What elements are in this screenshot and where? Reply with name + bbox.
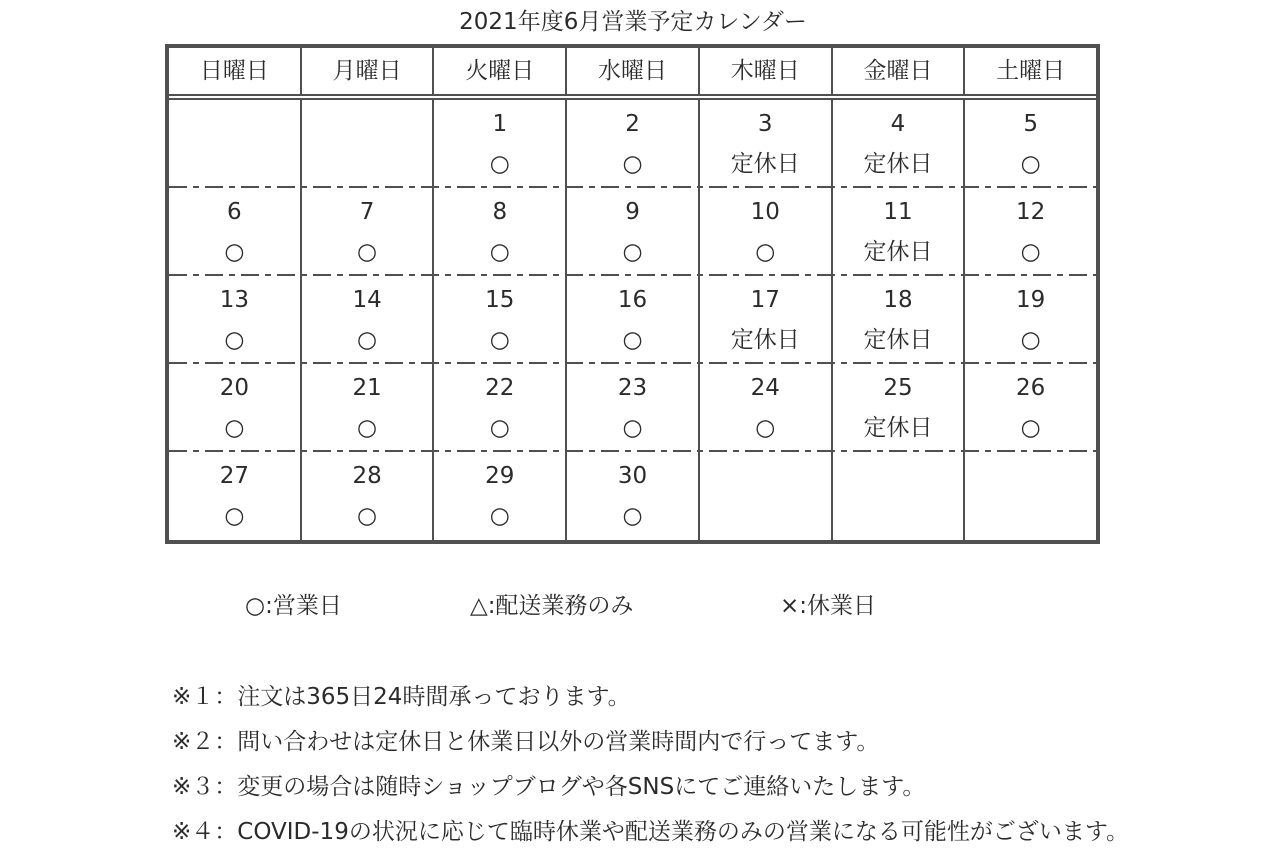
day-status: ○	[357, 503, 378, 529]
day-cell	[302, 188, 435, 276]
day-cell	[434, 188, 567, 276]
day-number: 12	[1016, 199, 1046, 225]
day-cell	[302, 364, 435, 452]
day-cell	[700, 276, 833, 364]
day-number: 15	[485, 287, 515, 313]
weekday-friday: 金曜日	[833, 48, 966, 94]
day-number: 1	[492, 111, 508, 137]
day-status: ○	[755, 415, 776, 441]
weekday-saturday: 土曜日	[996, 58, 1066, 84]
day-status: ○	[622, 151, 643, 177]
day-cell	[833, 452, 966, 540]
day-number: 5	[1023, 111, 1038, 137]
day-number: 4	[890, 111, 906, 137]
day-status: ○	[489, 415, 510, 441]
day-status: 定休日	[863, 415, 933, 441]
day-status: 定休日	[863, 151, 933, 177]
day-number: 25	[883, 375, 913, 401]
day-status: 定休日	[730, 327, 800, 353]
day-cell	[833, 188, 966, 276]
day-status: ○	[622, 503, 643, 529]
day-cell	[965, 100, 1096, 188]
day-status: ○	[489, 327, 510, 353]
day-cell	[434, 100, 567, 188]
legend-closed: ×:休業日	[780, 593, 877, 619]
day-cell	[567, 364, 700, 452]
day-number: 19	[1016, 287, 1046, 313]
day-status: ○	[357, 239, 378, 265]
weekday-tuesday: 火曜日	[434, 48, 567, 94]
day-cell	[965, 364, 1096, 452]
day-status: ○	[622, 239, 643, 265]
day-cell	[169, 276, 302, 364]
day-cell	[965, 276, 1096, 364]
day-number: 3	[757, 111, 773, 137]
day-cell	[434, 364, 567, 452]
day-status: ○	[357, 327, 378, 353]
day-cell	[169, 364, 302, 452]
day-number: 8	[492, 199, 508, 225]
day-cell	[567, 276, 700, 364]
calendar-title: 2021年度6月営業予定カレンダー	[459, 9, 807, 35]
day-number: 14	[352, 287, 382, 313]
day-number: 21	[352, 375, 382, 401]
day-cell	[302, 100, 435, 188]
day-number: 11	[883, 199, 913, 225]
day-status: ○	[622, 327, 643, 353]
day-cell	[567, 452, 700, 540]
day-cell	[700, 100, 833, 188]
day-status: ○	[1020, 239, 1041, 265]
day-number: 20	[219, 375, 249, 401]
day-number: 29	[485, 463, 515, 489]
week-row	[169, 188, 1096, 276]
note-4: ※４：COVID-19の状況に応じて臨時休業や配送業務のみの営業になる可能性がございます。	[172, 819, 1129, 845]
day-number: 2	[625, 111, 640, 137]
week-row	[169, 452, 1096, 540]
day-number: 26	[1016, 375, 1046, 401]
day-cell	[434, 276, 567, 364]
day-number: 18	[883, 287, 913, 313]
day-cell	[965, 452, 1096, 540]
day-status: 定休日	[863, 239, 933, 265]
day-cell	[833, 276, 966, 364]
day-status: ○	[489, 239, 510, 265]
day-cell	[302, 452, 435, 540]
day-cell	[169, 188, 302, 276]
day-number: 16	[617, 287, 648, 313]
weekday-thursday: 木曜日	[700, 48, 833, 94]
day-status: ○	[755, 239, 776, 265]
note-3: ※３：変更の場合は随時ショップブログや各SNSにてご連絡いたします。	[172, 774, 926, 800]
day-number: 17	[750, 287, 780, 313]
note-1: ※１：注文は365日24時間承っております。	[172, 684, 631, 710]
day-number: 22	[485, 375, 515, 401]
notes-list	[172, 675, 1272, 855]
day-number: 7	[359, 199, 375, 225]
day-cell	[833, 100, 966, 188]
day-status: ○	[224, 239, 245, 265]
day-status: ○	[1020, 151, 1041, 177]
day-status: ○	[489, 151, 510, 177]
day-status: 定休日	[730, 151, 800, 177]
day-cell	[833, 364, 966, 452]
calendar-body	[169, 100, 1096, 540]
day-cell	[567, 188, 700, 276]
day-number: 27	[219, 463, 249, 489]
day-number: 30	[617, 463, 648, 489]
weekday-header-row	[169, 48, 1096, 100]
legend	[0, 586, 1273, 626]
day-cell	[169, 100, 302, 188]
day-cell	[169, 452, 302, 540]
legend-delivery-only: △:配送業務のみ	[470, 593, 634, 619]
day-cell	[700, 364, 833, 452]
day-number: 24	[750, 375, 780, 401]
week-row	[169, 276, 1096, 364]
legend-open: ○:営業日	[245, 593, 342, 619]
day-status: ○	[1020, 327, 1041, 353]
day-status: ○	[224, 503, 245, 529]
day-number: 9	[625, 199, 640, 225]
day-number: 28	[352, 463, 382, 489]
day-cell	[700, 452, 833, 540]
weekday-wednesday: 水曜日	[567, 48, 700, 94]
day-cell	[700, 188, 833, 276]
day-number: 6	[227, 199, 242, 225]
day-cell	[434, 452, 567, 540]
day-number: 13	[219, 287, 249, 313]
week-row	[169, 100, 1096, 188]
note-2: ※２：問い合わせは定休日と休業日以外の営業時間内で行ってます。	[172, 729, 880, 755]
weekday-sunday: 日曜日	[169, 48, 302, 94]
day-cell	[567, 100, 700, 188]
business-calendar	[165, 44, 1100, 544]
day-status: ○	[1020, 415, 1041, 441]
day-status: 定休日	[863, 327, 933, 353]
day-number: 23	[617, 375, 648, 401]
day-status: ○	[489, 503, 510, 529]
week-row	[169, 364, 1096, 452]
day-status: ○	[224, 415, 245, 441]
day-number: 10	[750, 199, 780, 225]
day-status: ○	[622, 415, 643, 441]
weekday-monday: 月曜日	[302, 48, 435, 94]
day-cell	[302, 276, 435, 364]
day-status: ○	[224, 327, 245, 353]
day-cell	[965, 188, 1096, 276]
day-status: ○	[357, 415, 378, 441]
